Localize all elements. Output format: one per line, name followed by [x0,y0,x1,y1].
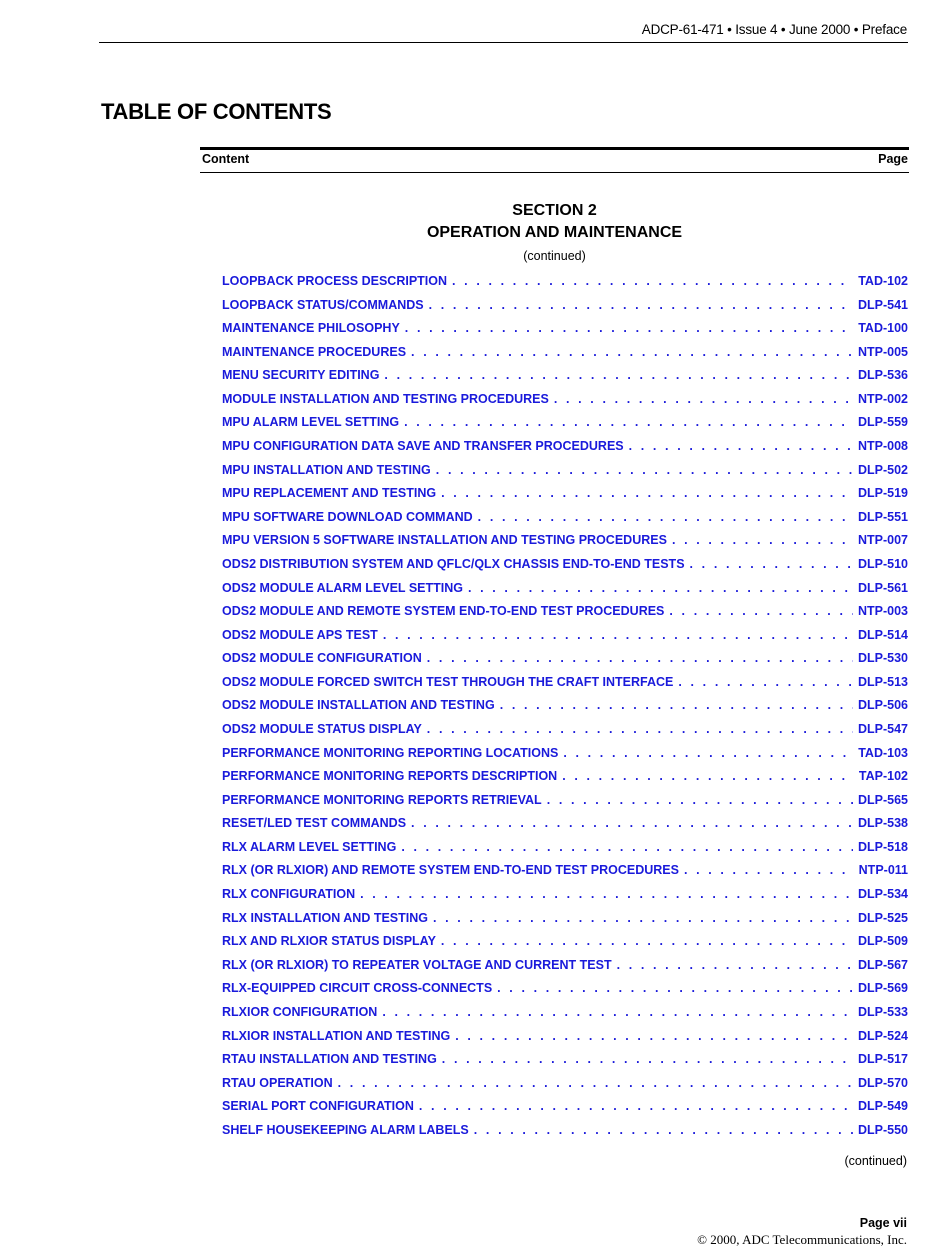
toc-entry-title: RLX (OR RLXIOR) AND REMOTE SYSTEM END-TO-END TEST PROCEDURES [222,863,679,878]
continued-note: (continued) [844,1154,907,1168]
toc-entry-title: RLX-EQUIPPED CIRCUIT CROSS-CONNECTS [222,981,493,996]
dot-leader [383,624,853,648]
toc-entry-page: DLP-565 [857,792,908,807]
toc-entry-page: DLP-506 [857,698,908,713]
toc-entry-link[interactable] [222,388,908,412]
toc-entry-link[interactable] [222,1119,908,1143]
toc-entry-page: NTP-008 [857,439,908,454]
toc-entry-title: ODS2 MODULE FORCED SWITCH TEST THROUGH THE CRAFT INTERFACE [222,674,674,689]
toc-entry-title: MPU SOFTWARE DOWNLOAD COMMAND [222,509,473,524]
toc-entry-title: RLX (OR RLXIOR) TO REPEATER VOLTAGE AND CURRENT TEST [222,957,612,972]
toc-entry-link[interactable] [222,694,908,718]
toc-entry-page: DLP-570 [857,1075,908,1090]
toc-entry-page: DLP-538 [857,816,908,831]
toc-entry-link[interactable] [222,459,908,483]
toc-entry-page: DLP-549 [857,1099,908,1114]
toc-entry-title: ODS2 MODULE INSTALLATION AND TESTING [222,698,495,713]
toc-entry-link[interactable] [222,718,908,742]
toc-entry-link[interactable] [222,836,908,860]
toc-entry-page: DLP-525 [857,910,908,925]
toc-entry-title: MPU CONFIGURATION DATA SAVE AND TRANSFER PROCEDURES [222,439,624,454]
toc-entry-title: PERFORMANCE MONITORING REPORTS DESCRIPTION [222,769,558,784]
toc-entry-title: SERIAL PORT CONFIGURATION [222,1099,414,1114]
toc-entry-link[interactable] [222,1001,908,1025]
toc-list [222,270,908,1142]
toc-entry-page: DLP-559 [857,415,908,430]
toc-entry-title: ODS2 MODULE STATUS DISPLAY [222,721,422,736]
toc-entry-link[interactable] [222,270,908,294]
toc-entry-title: ODS2 MODULE ALARM LEVEL SETTING [222,580,463,595]
toc-entry-title: RLX ALARM LEVEL SETTING [222,839,397,854]
toc-entry-title: MPU ALARM LEVEL SETTING [222,415,400,430]
toc-entry-link[interactable] [222,317,908,341]
dot-leader [419,1095,853,1119]
dot-leader [672,529,853,553]
toc-entry-link[interactable] [222,600,908,624]
toc-entry-link[interactable] [222,977,908,1001]
toc-entry-page: DLP-533 [857,1004,908,1019]
copyright: © 2000, ADC Telecommunications, Inc. [697,1232,907,1247]
toc-entry-title: MENU SECURITY EDITING [222,368,380,383]
toc-entry-link[interactable] [222,1025,908,1049]
toc-entry-link[interactable] [222,553,908,577]
toc-entry-page: NTP-005 [857,344,908,359]
toc-entry-title: ODS2 MODULE APS TEST [222,627,378,642]
toc-entry-link[interactable] [222,435,908,459]
toc-entry-page: TAP-102 [858,769,908,784]
toc-entry-link[interactable] [222,930,908,954]
toc-entry-page: NTP-002 [857,391,908,406]
section-name: OPERATION AND MAINTENANCE [426,224,683,241]
toc-entry-title: MODULE INSTALLATION AND TESTING PROCEDURES [222,391,549,406]
toc-entry-title: RLX AND RLXIOR STATUS DISPLAY [222,934,436,949]
toc-entry-title: MPU INSTALLATION AND TESTING [222,462,431,477]
toc-entry-title: RLXIOR INSTALLATION AND TESTING [222,1028,451,1043]
toc-entry-page: DLP-530 [857,651,908,666]
toc-entry-page: DLP-518 [857,839,908,854]
toc-entry-link[interactable] [222,954,908,978]
dot-leader [384,364,853,388]
dot-leader [338,1072,853,1096]
toc-entry-link[interactable] [222,671,908,695]
toc-entry-page: DLP-567 [857,957,908,972]
toc-entry-link[interactable] [222,789,908,813]
toc-entry-page: DLP-547 [857,721,908,736]
section-number: SECTION 2 [512,202,597,219]
toc-entry-link[interactable] [222,907,908,931]
toc-entry-page: DLP-534 [857,887,908,902]
page-title: TABLE OF CONTENTS [101,99,332,124]
toc-entry-link[interactable] [222,529,908,553]
toc-entry-link[interactable] [222,812,908,836]
toc-entry-page: DLP-536 [857,368,908,383]
dot-leader [441,930,853,954]
dot-leader [401,836,853,860]
dot-leader [629,435,853,459]
toc-entry-page: NTP-007 [857,533,908,548]
dot-leader [468,577,853,601]
section-continued: (continued) [523,249,586,263]
toc-entry-page: DLP-509 [857,934,908,949]
dot-leader [497,977,853,1001]
toc-entry-link[interactable] [222,506,908,530]
dot-leader [382,1001,853,1025]
dot-leader [500,694,853,718]
toc-entry-page: TAD-102 [858,274,908,288]
toc-entry-page: DLP-519 [857,486,908,501]
header-rule [99,42,908,43]
dot-leader [404,411,853,435]
column-header [200,147,909,173]
dot-leader [455,1025,853,1049]
toc-entry-title: RLX CONFIGURATION [222,887,356,902]
dot-leader [411,341,853,365]
toc-entry-title: SHELF HOUSEKEEPING ALARM LABELS [222,1122,469,1137]
dot-leader [441,482,853,506]
toc-entry-title: LOOPBACK PROCESS DESCRIPTION [222,274,448,288]
dot-leader [669,600,853,624]
dot-leader [563,742,853,766]
toc-entry-link[interactable] [222,1048,908,1072]
toc-entry-page: DLP-561 [857,580,908,595]
dot-leader [478,506,853,530]
toc-entry-title: RESET/LED TEST COMMANDS [222,816,407,831]
toc-entry-page: DLP-513 [857,674,908,689]
column-header-content: Content [202,152,250,166]
dot-leader [562,765,854,789]
dot-leader [554,388,853,412]
toc-entry-title: PERFORMANCE MONITORING REPORTING LOCATIONS [222,745,559,760]
toc-entry-title: MPU REPLACEMENT AND TESTING [222,486,437,501]
toc-entry-link[interactable] [222,411,908,435]
dot-leader [690,553,853,577]
toc-entry-page: DLP-517 [857,1052,908,1067]
toc-entry-title: RLXIOR CONFIGURATION [222,1004,378,1019]
dot-leader [427,718,853,742]
toc-entry-page: NTP-011 [858,863,908,878]
toc-entry-page: DLP-524 [857,1028,908,1043]
toc-entry-link[interactable] [222,1072,908,1096]
toc-entry-page: TAD-100 [858,321,908,336]
toc-entry-title: RTAU INSTALLATION AND TESTING [222,1052,437,1067]
toc-entry-link[interactable] [222,1095,908,1119]
dot-leader [360,883,853,907]
toc-entry-page: DLP-502 [857,462,908,477]
toc-entry-page: NTP-003 [857,604,908,619]
toc-entry-link[interactable] [222,341,908,365]
toc-entry-page: DLP-569 [857,981,908,996]
toc-entry-title: ODS2 DISTRIBUTION SYSTEM AND QFLC/QLX CHASSIS END-TO-END TESTS [222,556,685,571]
running-head: ADCP-61-471 • Issue 4 • June 2000 • Preface [641,22,907,37]
column-header-page: Page [878,152,908,166]
toc-entry-title: MAINTENANCE PROCEDURES [222,344,407,359]
dot-leader [411,812,853,836]
toc-entry-link[interactable] [222,624,908,648]
toc-entry-link[interactable] [222,294,908,318]
toc-entry-page: DLP-541 [857,297,908,312]
dot-leader [405,317,853,341]
toc-entry-page: TAD-103 [858,745,908,760]
toc-entry-link[interactable] [222,859,908,883]
dot-leader [617,954,853,978]
toc-entry-page: DLP-551 [857,509,908,524]
toc-entry-page: DLP-510 [857,556,908,571]
toc-entry-link[interactable] [222,482,908,506]
dot-leader [684,859,854,883]
toc-entry-page: DLP-514 [857,627,908,642]
dot-leader [452,270,853,294]
toc-entry-title: ODS2 MODULE AND REMOTE SYSTEM END-TO-END TEST PROCEDURES [222,604,665,619]
dot-leader [474,1119,853,1143]
toc-entry-title: RLX INSTALLATION AND TESTING [222,910,429,925]
toc-entry-link[interactable] [222,364,908,388]
dot-leader [547,789,853,813]
toc-entry-link[interactable] [222,883,908,907]
dot-leader [429,294,853,318]
toc-entry-title: LOOPBACK STATUS/COMMANDS [222,297,424,312]
toc-entry-page: DLP-550 [857,1122,908,1137]
page-number: Page vii [859,1216,907,1230]
toc-entry-link[interactable] [222,742,908,766]
toc-entry-link[interactable] [222,765,908,789]
toc-entry-link[interactable] [222,647,908,671]
toc-entry-title: RTAU OPERATION [222,1075,333,1090]
toc-entry-title: ODS2 MODULE CONFIGURATION [222,651,422,666]
toc-entry-link[interactable] [222,577,908,601]
dot-leader [433,907,853,931]
toc-entry-title: PERFORMANCE MONITORING REPORTS RETRIEVAL [222,792,542,807]
dot-leader [678,671,853,695]
dot-leader [436,459,853,483]
toc-entry-title: MAINTENANCE PHILOSOPHY [222,321,400,336]
dot-leader [442,1048,853,1072]
toc-entry-title: MPU VERSION 5 SOFTWARE INSTALLATION AND TESTING PROCEDURES [222,533,667,548]
dot-leader [427,647,853,671]
